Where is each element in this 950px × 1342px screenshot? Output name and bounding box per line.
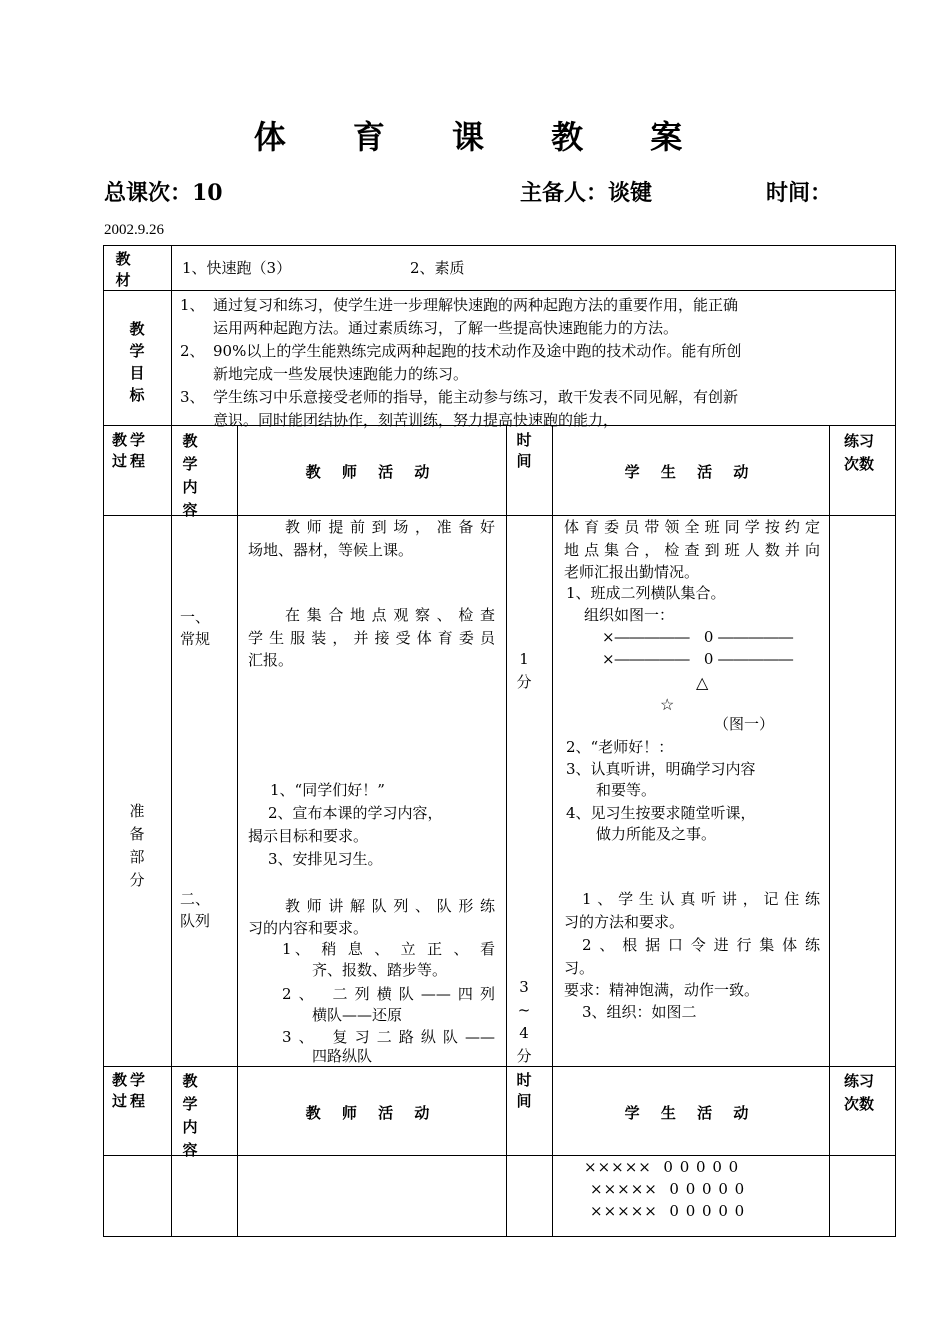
content-routine: 一、常规 [180, 608, 211, 648]
teacher-text: 1、“同学们好！” [270, 781, 385, 799]
page-title: 体 育 课 教 案 [253, 118, 711, 156]
objective-line [180, 386, 888, 409]
student-text: 体育委员带领全班同学按约定 [564, 518, 820, 536]
student-text: 1、班成二列横队集合。 [566, 584, 726, 602]
content-formation: 二、队列 [180, 890, 211, 930]
student-text: 2、“老师好！： [566, 738, 674, 756]
header-student: 学 生 活 动 [624, 463, 757, 481]
lesson-count: 总课次：10 [104, 180, 223, 206]
header-teacher: 教 师 活 动 [305, 1104, 438, 1122]
col-divider [829, 425, 830, 1237]
student-text: 3、认真听讲，明确学习内容 [566, 760, 756, 778]
date: 2002.9.26 [104, 222, 164, 238]
teacher-text: 3、 复习二路纵队—— [282, 1028, 495, 1046]
objective-num: 2、 [180, 342, 205, 360]
objective-text: 新地完成一些发展快速跑能力的练习。 [213, 365, 469, 383]
figure1-row: ×――――― 0 ――――― [602, 650, 794, 668]
row-divider [103, 1155, 896, 1156]
teacher-text: 习的内容和要求。 [248, 919, 369, 937]
objective-text: 学生练习中乐意接受老师的指导，能主动参与练习，敢干发表不同见解，有创新 [213, 388, 739, 406]
header-practice: 练习次数 [843, 432, 874, 473]
material-item-1: 1、快速跑（3） [182, 259, 292, 277]
objective-line [180, 340, 888, 363]
col-divider [506, 425, 507, 1237]
header-process: 教学过程 [112, 431, 149, 470]
student-text: 和要等。 [596, 781, 657, 799]
teacher-text: 齐、报数、踏步等。 [312, 961, 448, 979]
col-divider [171, 245, 172, 425]
col-divider [171, 425, 172, 1237]
header-content: 教学内容 [182, 432, 198, 519]
teacher-text: 揭示目标和要求。 [248, 827, 369, 845]
student-text: 地点集合，检查到班人数并向 [564, 541, 820, 559]
student-text: 习的方法和要求。 [564, 913, 685, 931]
student-text: 做力所能及之事。 [596, 825, 717, 843]
student-text: 习。 [564, 959, 595, 977]
figure2-row: ××××× 0 0 0 0 0 [590, 1202, 746, 1220]
header-teacher: 教 师 活 动 [305, 463, 438, 481]
teacher-text: 横队——还原 [312, 1006, 403, 1024]
figure2-row: ××××× 0 0 0 0 0 [590, 1180, 746, 1198]
teacher-text: 学生服装，并接受体育委员 [248, 629, 495, 647]
material-label: 教材 [115, 250, 131, 289]
objectives-list [180, 294, 888, 432]
row-divider [103, 290, 896, 291]
header-student: 学 生 活 动 [624, 1104, 757, 1122]
preparer: 主备人：谈键 [520, 180, 653, 206]
objective-text: 运用两种起跑方法。通过素质练习，了解一些提高快速跑能力的方法。 [213, 319, 679, 337]
student-text: 组织如图一： [584, 606, 675, 624]
teacher-text: 在集合地点观察、检查 [285, 606, 495, 624]
teacher-text: 四路纵队 [312, 1047, 373, 1065]
objectives-label: 教学目标 [129, 320, 145, 404]
time-formation: 3~4分 [516, 978, 532, 1065]
objective-text: 90%以上的学生能熟练完成两种起跑的技术动作及途中跑的技术动作。能有所创 [213, 342, 742, 360]
time-label: 时间： [766, 180, 833, 206]
teacher-text: 1、 稍 息 、 立 正 、 看 [282, 940, 495, 958]
section-prep: 准备部分 [129, 802, 145, 889]
teacher-text: 汇报。 [248, 651, 294, 669]
objective-line [180, 294, 888, 317]
figure1-triangle-icon: △ [696, 673, 709, 692]
student-text: 老师汇报出勤情况。 [564, 563, 700, 581]
objective-line [180, 317, 888, 340]
figure2-row: ××××× 0 0 0 0 0 [584, 1158, 740, 1176]
header-time: 时间 [516, 1071, 532, 1110]
time-routine: 1分 [516, 650, 532, 691]
teacher-text: 场地、器材，等候上课。 [248, 541, 414, 559]
objective-line [180, 409, 888, 432]
header-process: 教学过程 [112, 1071, 149, 1110]
figure1-star-icon: ☆ [660, 695, 675, 714]
teacher-text: 3、安排见习生。 [268, 850, 383, 868]
objective-line [180, 363, 888, 386]
teacher-text: 2、 二列横队——四列 [282, 985, 495, 1003]
row-divider [103, 1066, 896, 1067]
objective-text: 意识。同时能团结协作，刻苦训练，努力提高快速跑的能力， [213, 411, 619, 429]
teacher-text: 教师讲解队列、队形练 [285, 897, 495, 915]
objective-text: 通过复习和练习，使学生进一步理解快速跑的两种起跑方法的重要作用，能正确 [213, 296, 739, 314]
teacher-text: 2、宣布本课的学习内容， [268, 804, 443, 822]
header-practice: 练习次数 [843, 1072, 874, 1113]
student-text: 2、根据口令进行集体练 [582, 936, 820, 954]
student-text: 3、组织：如图二 [582, 1003, 697, 1021]
header-time: 时间 [516, 431, 532, 470]
objective-num: 3、 [180, 388, 205, 406]
figure1-caption: （图一） [714, 715, 775, 733]
material-item-2: 2、素质 [410, 259, 465, 277]
student-text: 4、见习生按要求随堂听课， [566, 804, 756, 822]
student-text: 要求：精神饱满，动作一致。 [564, 981, 760, 999]
header-content: 教学内容 [182, 1072, 198, 1159]
objective-num: 1、 [180, 296, 205, 314]
figure1-row: ×――――― 0 ――――― [602, 628, 794, 646]
student-text: 1、学生认真听讲，记住练 [582, 890, 820, 908]
teacher-text: 教师提前到场，准备好 [285, 518, 495, 536]
